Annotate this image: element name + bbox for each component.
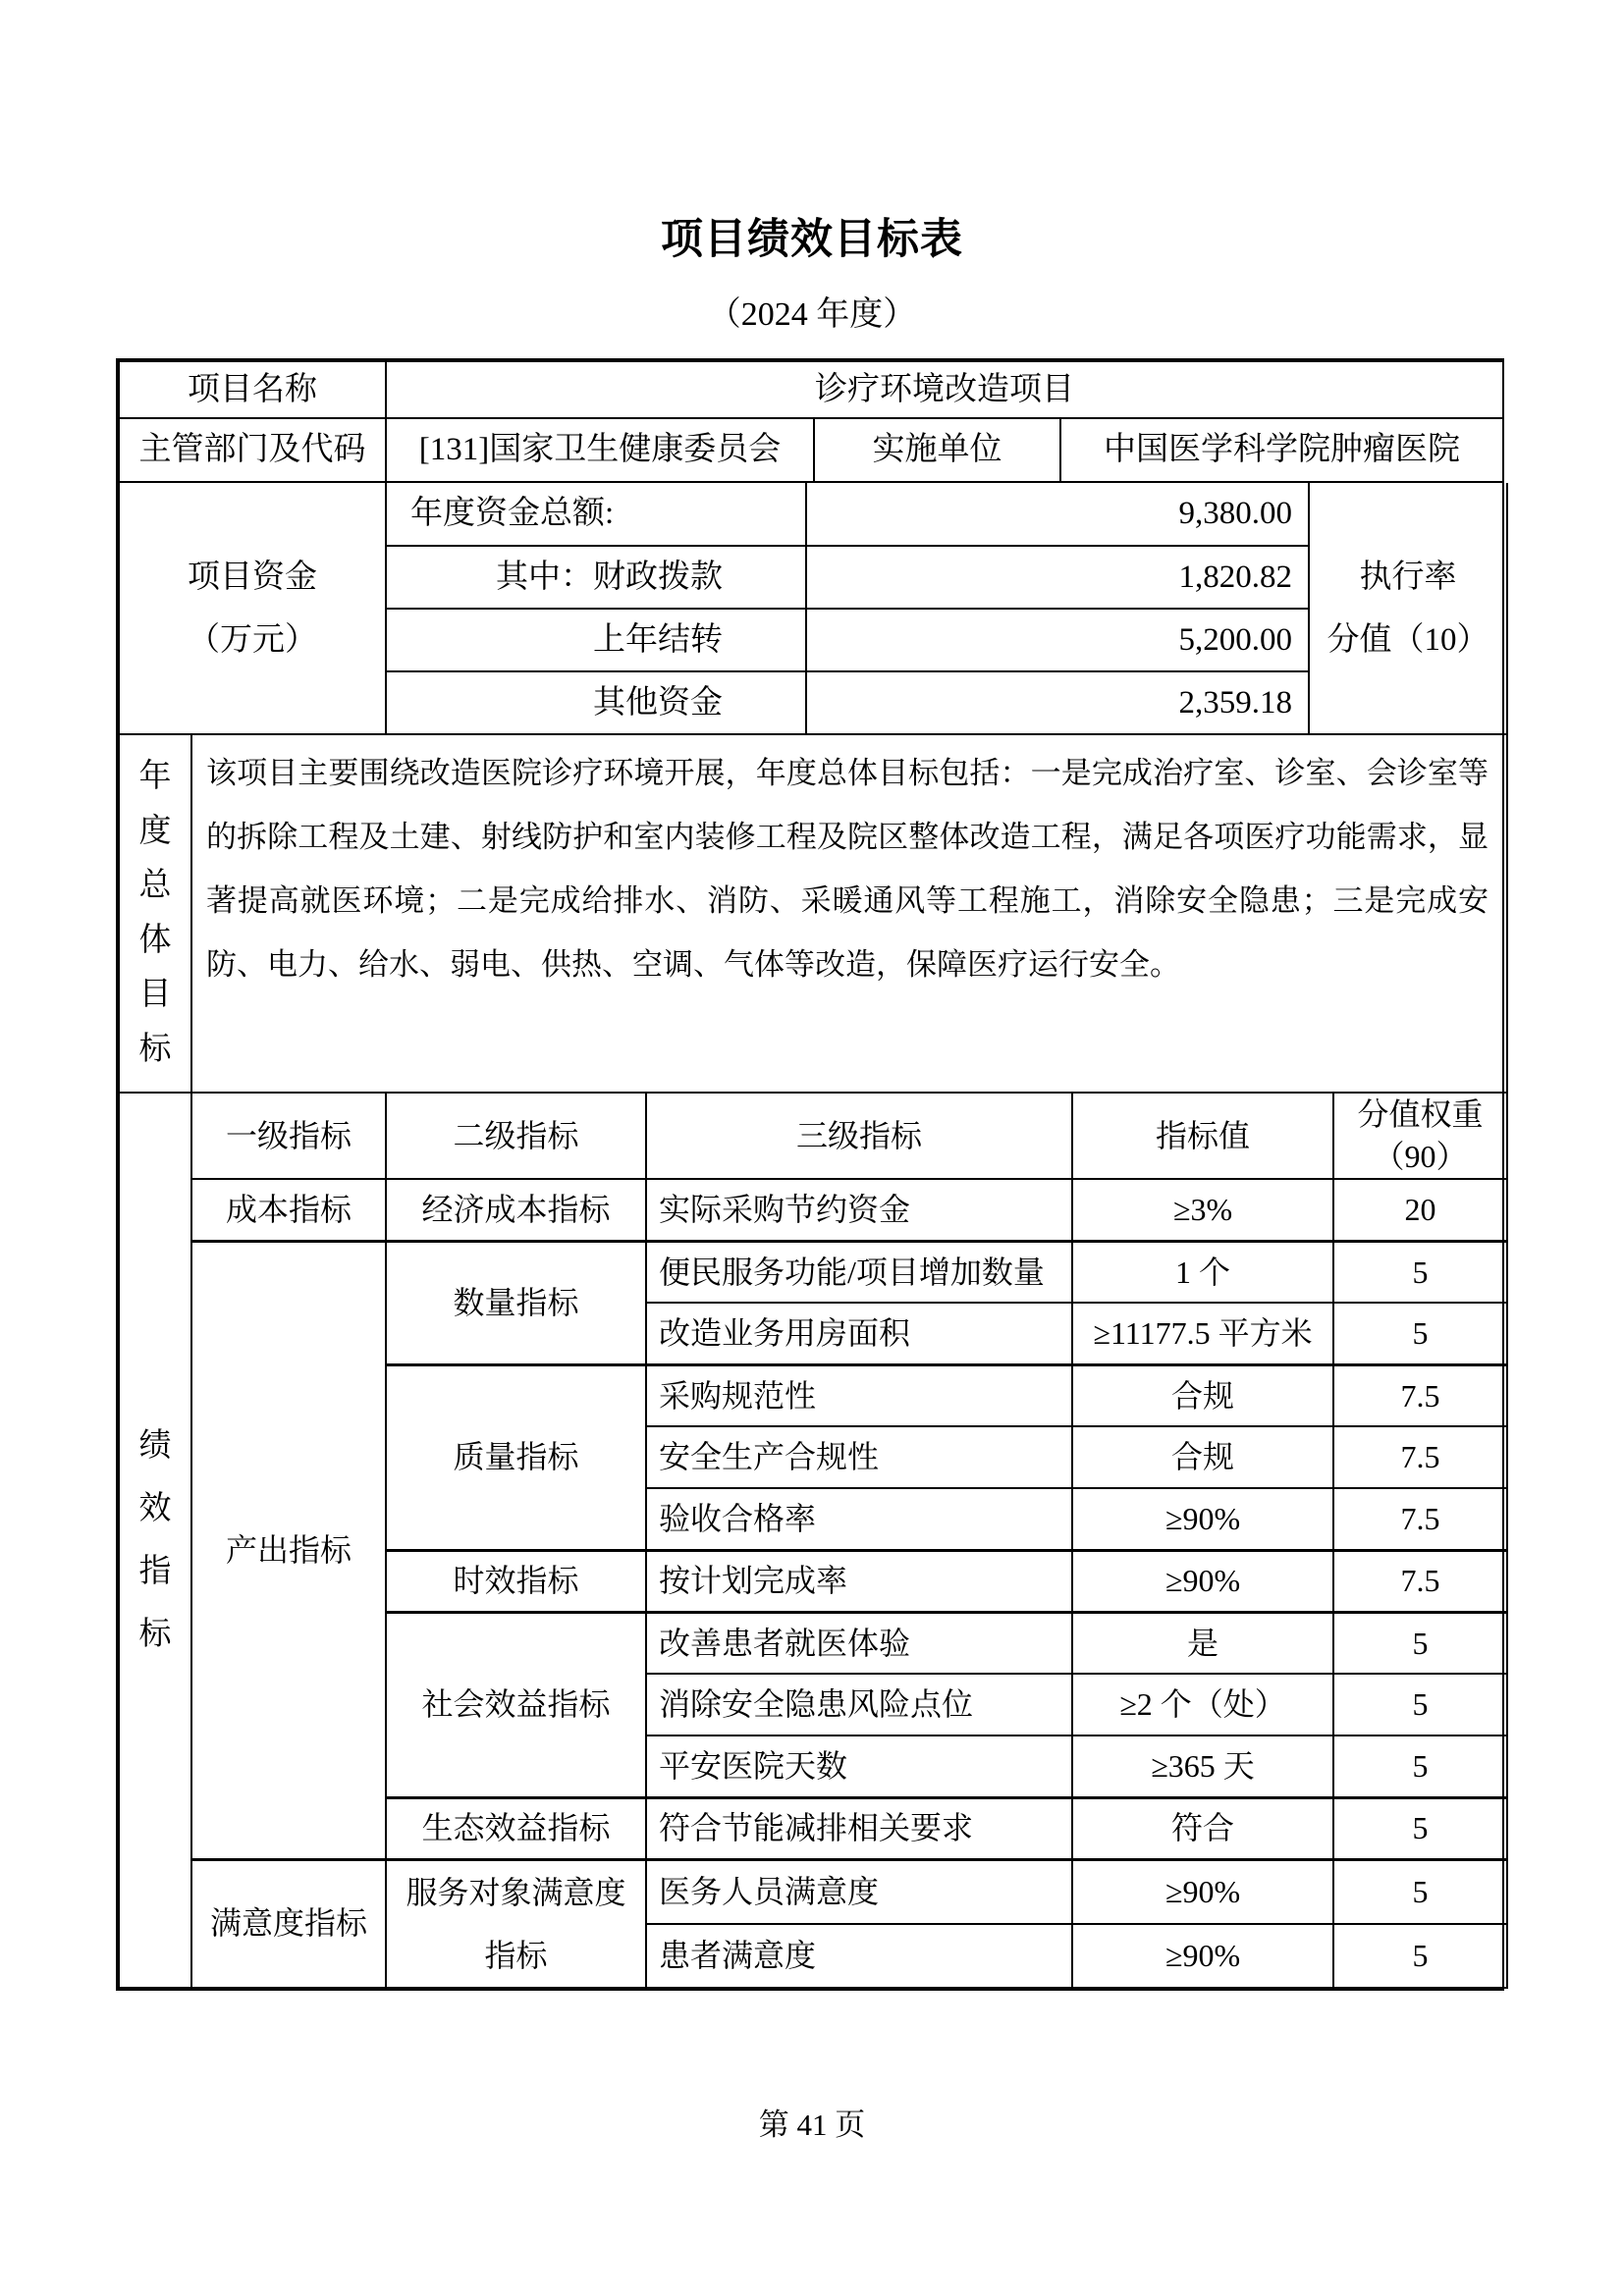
cell-l3: 改造业务用房面积 xyxy=(646,1303,1072,1364)
cell-score: 5 xyxy=(1333,1241,1507,1303)
doc-subtitle: （2024 年度） xyxy=(707,296,917,333)
cell-l3: 医务人员满意度 xyxy=(646,1859,1072,1923)
cell-level2-timeliness: 时效指标 xyxy=(386,1550,646,1612)
cell-fund-fiscal-value: 1,820.82 xyxy=(806,546,1309,609)
cell-l3: 安全生产合规性 xyxy=(646,1426,1072,1488)
goal-char: 度 xyxy=(138,813,172,849)
row-indicator-12 xyxy=(119,1859,1507,1923)
cell-fund-total-label: 年度资金总额: xyxy=(386,483,806,546)
cell-indicators-side-label xyxy=(119,1094,191,1988)
annual-goal-table xyxy=(118,735,1508,1094)
side-char: 指 xyxy=(138,1553,172,1589)
cell-l3: 消除安全隐患风险点位 xyxy=(646,1674,1072,1735)
cell-l3: 按计划完成率 xyxy=(646,1550,1072,1612)
cell-level2-quality: 质量指标 xyxy=(386,1364,646,1550)
cell-project-name-label: 项目名称 xyxy=(119,361,386,418)
row-project-name xyxy=(119,361,1503,418)
header-level3: 三级指标 xyxy=(646,1094,1072,1179)
cell-fund-fiscal-label: 其中：财政拨款 xyxy=(386,546,806,609)
page-number: 第 41 页 xyxy=(758,2108,866,2142)
goal-char: 体 xyxy=(138,922,172,958)
cell-score: 5 xyxy=(1333,1674,1507,1735)
cell-value: ≥11177.5 平方米 xyxy=(1072,1303,1333,1364)
cell-l3: 实际采购节约资金 xyxy=(646,1179,1072,1241)
cell-l3: 符合节能减排相关要求 xyxy=(646,1797,1072,1859)
cell-value: ≥90% xyxy=(1072,1488,1333,1550)
cell-execution-rate-label xyxy=(1309,483,1507,734)
cell-impl-value: 中国医学科学院肿瘤医院 xyxy=(1060,418,1503,482)
goal-char: 目 xyxy=(138,977,172,1013)
goal-char: 总 xyxy=(138,868,172,904)
cell-value: ≥90% xyxy=(1072,1859,1333,1923)
cell-score: 5 xyxy=(1333,1303,1507,1364)
cell-value: 是 xyxy=(1072,1612,1333,1674)
header-level1: 一级指标 xyxy=(191,1094,386,1179)
performance-target-table xyxy=(116,358,1504,1991)
goal-char: 标 xyxy=(138,1031,172,1067)
side-char: 效 xyxy=(138,1490,172,1526)
doc-title: 项目绩效目标表 xyxy=(661,216,963,263)
row-indicator-1 xyxy=(119,1179,1507,1241)
cell-score: 7.5 xyxy=(1333,1550,1507,1612)
row-annual-goal xyxy=(119,735,1507,1093)
header-value: 指标值 xyxy=(1072,1094,1333,1179)
funds-label-line2: （万元） xyxy=(188,621,317,658)
cell-fund-carryover-label: 上年结转 xyxy=(386,609,806,671)
cell-value: 合规 xyxy=(1072,1426,1333,1488)
cell-value: 合规 xyxy=(1072,1364,1333,1426)
cell-value: ≥3% xyxy=(1072,1179,1333,1241)
header-level2: 二级指标 xyxy=(386,1094,646,1179)
cell-l3: 便民服务功能/项目增加数量 xyxy=(646,1241,1072,1303)
execution-rate-line1: 执行率 xyxy=(1359,559,1457,595)
cell-level1-satisfaction: 满意度指标 xyxy=(191,1859,386,1988)
cell-score: 7.5 xyxy=(1333,1488,1507,1550)
row-indicators-header xyxy=(119,1094,1507,1179)
cell-score: 5 xyxy=(1333,1735,1507,1797)
cell-funds-label xyxy=(119,483,386,734)
cell-level1-output: 产出指标 xyxy=(191,1241,386,1859)
header-weight-line2: （90） xyxy=(1373,1139,1468,1175)
cell-score: 7.5 xyxy=(1333,1426,1507,1488)
header-weight-line1: 分值权重 xyxy=(1357,1096,1484,1132)
funds-table xyxy=(118,483,1508,735)
cell-score: 5 xyxy=(1333,1859,1507,1923)
cell-l3: 验收合格率 xyxy=(646,1488,1072,1550)
cell-score: 5 xyxy=(1333,1797,1507,1859)
side-char: 标 xyxy=(138,1616,172,1652)
cell-fund-total-value: 9,380.00 xyxy=(806,483,1309,546)
row-indicator-2 xyxy=(119,1241,1507,1303)
cell-value: ≥365 天 xyxy=(1072,1735,1333,1797)
cell-value: ≥90% xyxy=(1072,1550,1333,1612)
cell-level2-quantity: 数量指标 xyxy=(386,1241,646,1364)
cell-level2-social: 社会效益指标 xyxy=(386,1612,646,1797)
cell-project-name-value: 诊疗环境改造项目 xyxy=(386,361,1503,418)
cell-score: 5 xyxy=(1333,1924,1507,1988)
indicators-vertical-label xyxy=(120,1094,190,1987)
cell-l3: 改善患者就医体验 xyxy=(646,1612,1072,1674)
cell-value: ≥2 个（处） xyxy=(1072,1674,1333,1735)
goal-char: 年 xyxy=(138,759,172,795)
cell-score: 7.5 xyxy=(1333,1364,1507,1426)
annual-goal-vertical-label xyxy=(120,739,190,1089)
cell-fund-carryover-value: 5,200.00 xyxy=(806,609,1309,671)
cell-l3: 患者满意度 xyxy=(646,1924,1072,1988)
cell-level1-cost: 成本指标 xyxy=(191,1179,386,1241)
cell-value: 符合 xyxy=(1072,1797,1333,1859)
row-department xyxy=(119,418,1503,482)
cell-value: ≥90% xyxy=(1072,1924,1333,1988)
side-char: 绩 xyxy=(138,1427,172,1464)
cell-l3: 采购规范性 xyxy=(646,1364,1072,1426)
cell-annual-goal-text: 该项目主要围绕改造医院诊疗环境开展，年度总体目标包括：一是完成治疗室、诊室、会诊室等的拆除工程及土建、射线防护和室内装修工程及院区整体改造工程，满足各项医疗功能需求，显著提高就医环境；二是完成给排水、消防、采暖通风等工程施工，消除安全隐患；三是完成安防、电力、给水、弱电、供热、空调、气体等改造，保障医疗运行安全。 xyxy=(191,735,1507,1093)
header-weight xyxy=(1333,1094,1507,1179)
funds-label-line1: 项目资金 xyxy=(188,559,317,595)
row-fund-total xyxy=(119,483,1507,546)
cell-score: 20 xyxy=(1333,1179,1507,1241)
indicators-table xyxy=(118,1094,1508,1989)
cell-impl-label: 实施单位 xyxy=(814,418,1060,482)
cell-l3: 平安医院天数 xyxy=(646,1735,1072,1797)
cell-annual-goal-label xyxy=(119,735,191,1093)
cell-fund-other-label: 其他资金 xyxy=(386,671,806,734)
execution-rate-line2: 分值（10） xyxy=(1326,621,1489,658)
cell-level2-service: 服务对象满意度指标 xyxy=(386,1859,646,1988)
basic-info-table xyxy=(118,360,1504,483)
cell-fund-other-value: 2,359.18 xyxy=(806,671,1309,734)
cell-dept-label: 主管部门及代码 xyxy=(119,418,386,482)
cell-value: 1 个 xyxy=(1072,1241,1333,1303)
cell-level2-ecological: 生态效益指标 xyxy=(386,1797,646,1859)
cell-level2-economic: 经济成本指标 xyxy=(386,1179,646,1241)
cell-score: 5 xyxy=(1333,1612,1507,1674)
cell-dept-value: [131]国家卫生健康委员会 xyxy=(386,418,814,482)
